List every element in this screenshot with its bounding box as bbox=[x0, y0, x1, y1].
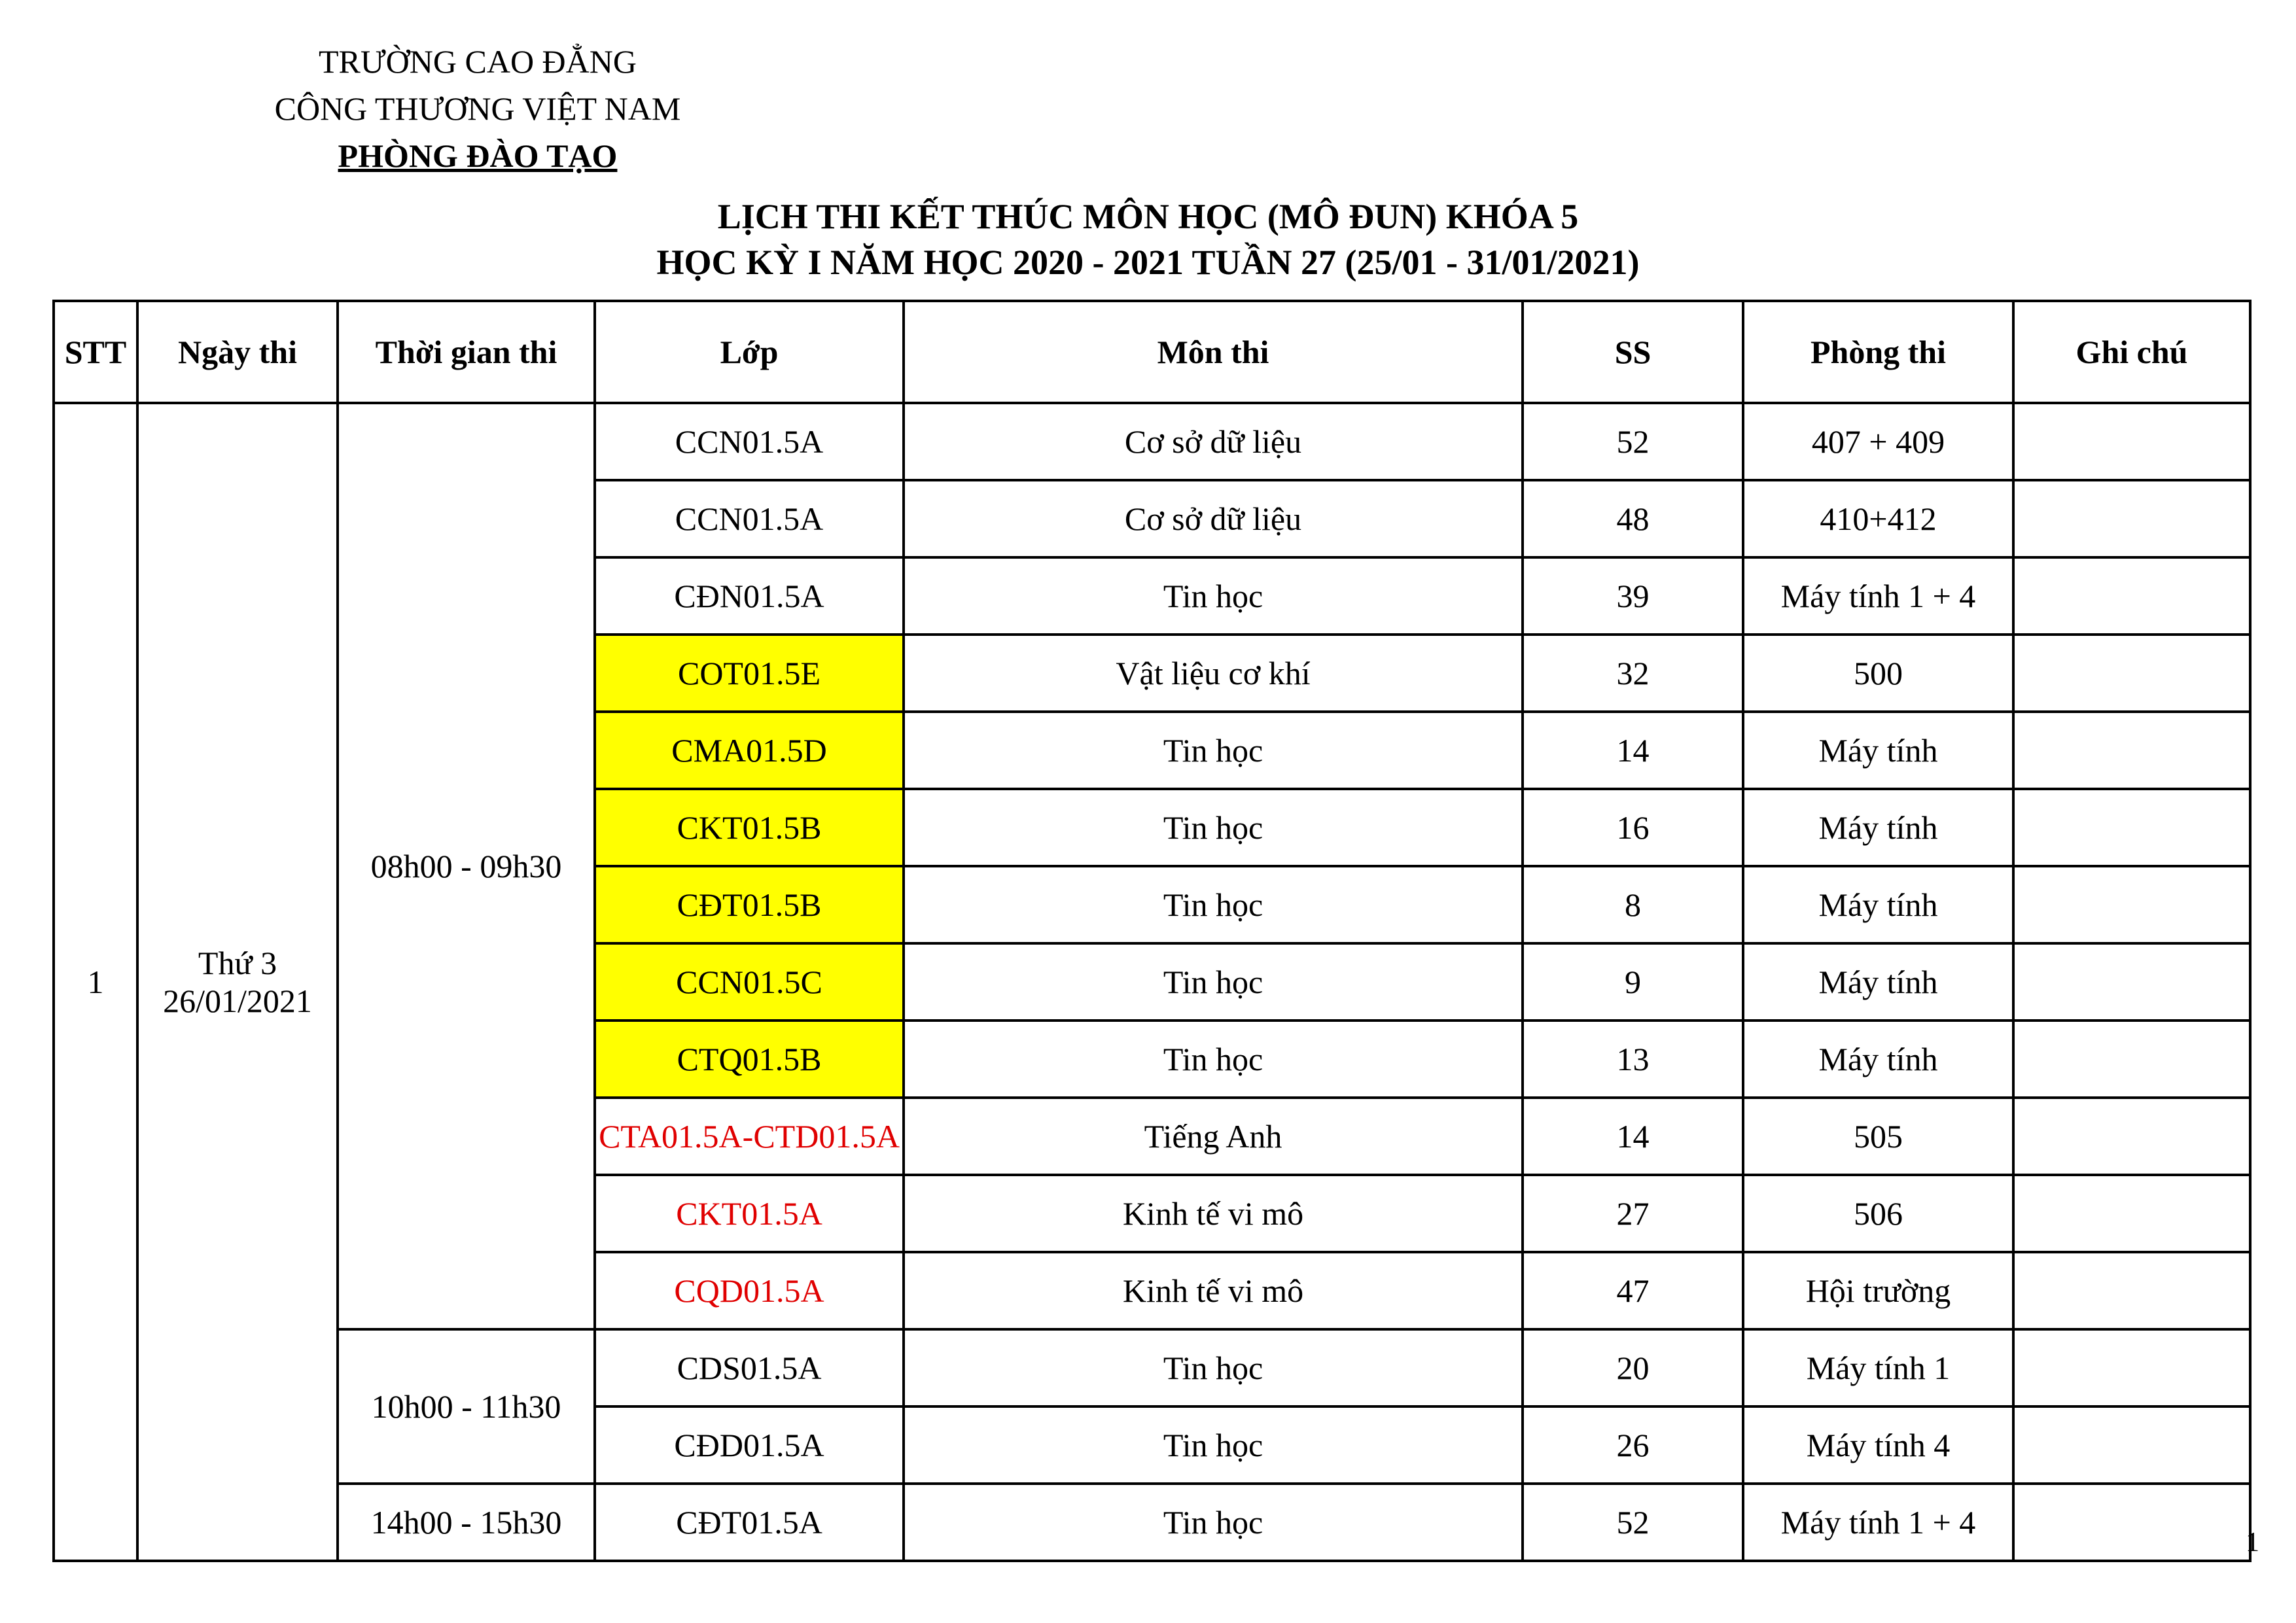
subject-cell: Cơ sở dữ liệu bbox=[904, 403, 1523, 480]
note-cell bbox=[2013, 1329, 2250, 1406]
table-row bbox=[54, 1484, 2250, 1561]
student-count-cell: 32 bbox=[1523, 635, 1743, 712]
table-row bbox=[54, 1329, 2250, 1406]
class-cell-highlighted: CCN01.5C bbox=[595, 943, 904, 1021]
column-header-stt: STT bbox=[54, 301, 137, 403]
school-header bbox=[190, 38, 766, 179]
note-cell bbox=[2013, 1098, 2250, 1175]
student-count-cell: 26 bbox=[1523, 1406, 1743, 1484]
table-row bbox=[54, 403, 2250, 480]
room-cell: 500 bbox=[1743, 635, 2013, 712]
exam-schedule-table bbox=[52, 300, 2252, 1562]
note-cell bbox=[2013, 1021, 2250, 1098]
student-count-cell: 52 bbox=[1523, 1484, 1743, 1561]
column-header-student-count: SS bbox=[1523, 301, 1743, 403]
exam-date-cell bbox=[137, 403, 338, 1561]
student-count-cell: 14 bbox=[1523, 1098, 1743, 1175]
student-count-cell: 16 bbox=[1523, 789, 1743, 866]
room-cell: Máy tính 1 + 4 bbox=[1743, 1484, 2013, 1561]
class-cell-red: CQD01.5A bbox=[595, 1252, 904, 1329]
note-cell bbox=[2013, 480, 2250, 557]
subject-cell: Tin học bbox=[904, 866, 1523, 943]
room-cell: Máy tính bbox=[1743, 789, 2013, 866]
subject-cell: Tin học bbox=[904, 557, 1523, 635]
note-cell bbox=[2013, 1484, 2250, 1561]
document-title: LỊCH THI KẾT THÚC MÔN HỌC (MÔ ĐUN) KHÓA 5 bbox=[717, 197, 1579, 236]
note-cell bbox=[2013, 866, 2250, 943]
subject-cell: Tin học bbox=[904, 712, 1523, 789]
department-name: PHÒNG ĐÀO TẠO bbox=[338, 137, 618, 174]
student-count-cell: 48 bbox=[1523, 480, 1743, 557]
column-header-exam-date: Ngày thi bbox=[137, 301, 338, 403]
room-cell: Máy tính 1 bbox=[1743, 1329, 2013, 1406]
class-cell: CDS01.5A bbox=[595, 1329, 904, 1406]
subject-cell: Tin học bbox=[904, 1021, 1523, 1098]
subject-cell: Tin học bbox=[904, 1484, 1523, 1561]
class-cell-highlighted: CMA01.5D bbox=[595, 712, 904, 789]
room-cell: Máy tính bbox=[1743, 1021, 2013, 1098]
subject-cell: Kinh tế vi mô bbox=[904, 1175, 1523, 1252]
school-name-line2: CÔNG THƯƠNG VIỆT NAM bbox=[274, 90, 681, 127]
note-cell bbox=[2013, 1175, 2250, 1252]
subject-cell: Tin học bbox=[904, 1329, 1523, 1406]
student-count-cell: 9 bbox=[1523, 943, 1743, 1021]
student-count-cell: 52 bbox=[1523, 403, 1743, 480]
class-cell-highlighted: COT01.5E bbox=[595, 635, 904, 712]
room-cell: 505 bbox=[1743, 1098, 2013, 1175]
stt-cell: 1 bbox=[54, 403, 137, 1561]
room-cell: 407 + 409 bbox=[1743, 403, 2013, 480]
room-cell: Máy tính 4 bbox=[1743, 1406, 2013, 1484]
note-cell bbox=[2013, 1406, 2250, 1484]
subject-cell: Tiếng Anh bbox=[904, 1098, 1523, 1175]
note-cell bbox=[2013, 557, 2250, 635]
class-cell: CCN01.5A bbox=[595, 403, 904, 480]
room-cell: 410+412 bbox=[1743, 480, 2013, 557]
subject-cell: Vật liệu cơ khí bbox=[904, 635, 1523, 712]
room-cell: Hội trường bbox=[1743, 1252, 2013, 1329]
subject-cell: Tin học bbox=[904, 943, 1523, 1021]
note-cell bbox=[2013, 789, 2250, 866]
student-count-cell: 8 bbox=[1523, 866, 1743, 943]
student-count-cell: 20 bbox=[1523, 1329, 1743, 1406]
page-number: 1 bbox=[2246, 1527, 2259, 1558]
class-cell: CĐT01.5A bbox=[595, 1484, 904, 1561]
student-count-cell: 47 bbox=[1523, 1252, 1743, 1329]
room-cell: Máy tính bbox=[1743, 943, 2013, 1021]
column-header-exam-time: Thời gian thi bbox=[338, 301, 595, 403]
subject-cell: Tin học bbox=[904, 789, 1523, 866]
room-cell: Máy tính 1 + 4 bbox=[1743, 557, 2013, 635]
time-slot-cell: 14h00 - 15h30 bbox=[338, 1484, 595, 1561]
column-header-class: Lớp bbox=[595, 301, 904, 403]
student-count-cell: 39 bbox=[1523, 557, 1743, 635]
subject-cell: Tin học bbox=[904, 1406, 1523, 1484]
student-count-cell: 13 bbox=[1523, 1021, 1743, 1098]
exam-day: Thứ 3 bbox=[198, 945, 277, 981]
time-slot-cell: 08h00 - 09h30 bbox=[338, 403, 595, 1329]
note-cell bbox=[2013, 712, 2250, 789]
subject-cell: Cơ sở dữ liệu bbox=[904, 480, 1523, 557]
class-cell-highlighted: CKT01.5B bbox=[595, 789, 904, 866]
note-cell bbox=[2013, 403, 2250, 480]
column-header-note: Ghi chú bbox=[2013, 301, 2250, 403]
subject-cell: Kinh tế vi mô bbox=[904, 1252, 1523, 1329]
document-subtitle: HỌC KỲ I NĂM HỌC 2020 - 2021 TUẦN 27 (25/01 - 31/01/2021) bbox=[656, 243, 1640, 282]
school-name-line1: TRƯỜNG CAO ĐẲNG bbox=[318, 43, 637, 80]
class-cell: CĐD01.5A bbox=[595, 1406, 904, 1484]
note-cell bbox=[2013, 943, 2250, 1021]
student-count-cell: 14 bbox=[1523, 712, 1743, 789]
class-cell: CCN01.5A bbox=[595, 480, 904, 557]
student-count-cell: 27 bbox=[1523, 1175, 1743, 1252]
time-slot-cell: 10h00 - 11h30 bbox=[338, 1329, 595, 1484]
column-header-exam-room: Phòng thi bbox=[1743, 301, 2013, 403]
class-cell-highlighted: CTQ01.5B bbox=[595, 1021, 904, 1098]
room-cell: Máy tính bbox=[1743, 712, 2013, 789]
class-cell-highlighted: CĐT01.5B bbox=[595, 866, 904, 943]
table-header-row bbox=[54, 301, 2250, 403]
class-cell-red: CTA01.5A-CTD01.5A bbox=[595, 1098, 904, 1175]
exam-date: 26/01/2021 bbox=[163, 983, 312, 1019]
column-header-subject: Môn thi bbox=[904, 301, 1523, 403]
room-cell: Máy tính bbox=[1743, 866, 2013, 943]
note-cell bbox=[2013, 635, 2250, 712]
class-cell-red: CKT01.5A bbox=[595, 1175, 904, 1252]
class-cell: CĐN01.5A bbox=[595, 557, 904, 635]
note-cell bbox=[2013, 1252, 2250, 1329]
room-cell: 506 bbox=[1743, 1175, 2013, 1252]
